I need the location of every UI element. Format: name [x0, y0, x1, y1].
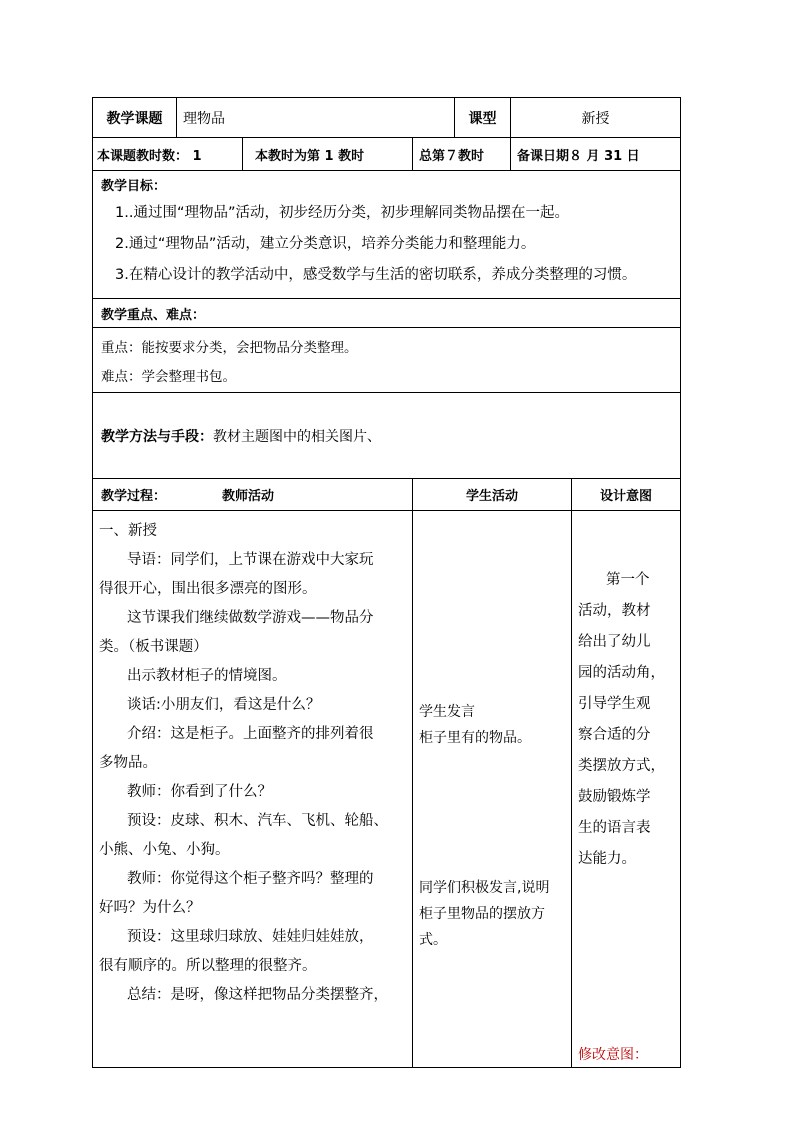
process-label: 教学过程：: [101, 489, 167, 504]
teacher-line: 总结：是呀，像这样把物品分类摆整齐，: [127, 987, 388, 1003]
design-line: 生的语言表: [578, 820, 651, 836]
methods-value: 教材主题图中的相关图片、: [213, 428, 381, 445]
key-points-label-row: [93, 299, 681, 328]
methods-label: 教学方法与手段：: [101, 428, 213, 445]
type-label: 课型: [455, 98, 511, 138]
teacher-line: 类。（板书课题）: [99, 639, 208, 655]
teacher-line: 多物品。: [99, 755, 157, 771]
methods-row: [93, 393, 681, 479]
design-line: 察合适的分: [578, 727, 651, 743]
teacher-line: 得很开心，围出很多漂亮的图形。: [99, 581, 317, 597]
lesson-plan-sheet: [92, 97, 680, 1068]
teacher-line: 导语：同学们，上节课在游戏中大家玩: [127, 552, 374, 568]
design-line: 鼓励锻炼学: [578, 789, 651, 805]
type-value: 新授: [511, 98, 681, 138]
focus-point: 重点：能按要求分类，会把物品分类整理。: [101, 340, 358, 356]
design-line: 达能力。: [578, 851, 637, 867]
topic-label: 教学课题: [93, 98, 177, 138]
key-points-cell: [93, 328, 681, 393]
teacher-line: 一、新授: [99, 523, 157, 539]
prep-date: 备课日期８ 月 31 日: [511, 138, 681, 171]
info-row: [93, 138, 681, 171]
teacher-line: 预设：这里球归球放、娃娃归娃娃放，: [127, 929, 374, 945]
student-line: 式。: [419, 932, 447, 948]
overall-hour: 总第７教时: [413, 138, 511, 171]
design-line: 活动，教材: [578, 603, 651, 619]
student-line: 柜子里有的物品。: [419, 730, 531, 746]
student-line: 同学们积极发言,说明: [419, 880, 550, 896]
teacher-col-header: 教师活动: [222, 489, 275, 504]
design-line: 类摆放方式，: [578, 758, 666, 774]
methods-cell: [93, 393, 681, 479]
process-header-left: [93, 479, 413, 511]
revise-intent-label: 修改意图：: [578, 1047, 649, 1063]
teacher-line: 出示教材柜子的情境图。: [127, 668, 287, 684]
design-intent-cell: [572, 511, 681, 1068]
key-points-row: [93, 328, 681, 393]
teacher-line: 好吗？为什么？: [99, 900, 201, 916]
header-row: [93, 98, 681, 138]
teacher-line: 教师：你觉得这个柜子整齐吗？整理的: [127, 871, 374, 887]
goals-cell: [93, 171, 681, 299]
goal-item: 3.在精心设计的教学活动中，感受数学与生活的密切联系，养成分类整理的习惯。: [115, 267, 637, 283]
teacher-line: 小熊、小兔、小狗。: [99, 842, 230, 858]
student-line: 学生发言: [419, 704, 475, 720]
teacher-line: 预设：皮球、积木、汽车、飞机、轮船、: [127, 813, 388, 829]
design-line: 第一个: [606, 572, 650, 588]
teacher-line: 很有顺序的。所以整理的很整齐。: [99, 958, 317, 974]
student-line: 柜子里物品的摆放方: [419, 906, 545, 922]
goal-item: 1..通过围“理物品”活动，初步经历分类，初步理解同类物品摆在一起。: [115, 205, 569, 221]
goals-row: [93, 171, 681, 299]
design-line: 给出了幼儿: [578, 634, 651, 650]
teacher-line: 介绍：这是柜子。上面整齐的排列着很: [127, 726, 374, 742]
student-activity-cell: [413, 511, 572, 1068]
this-hour: 本教时为第 1 教时: [243, 138, 413, 171]
process-header-row: [93, 479, 681, 511]
design-line: 引导学生观: [578, 696, 651, 712]
goal-item: 2.通过“理物品”活动，建立分类意识，培养分类能力和整理能力。: [115, 236, 536, 252]
teacher-line: 这节课我们继续做数学游戏——物品分: [127, 610, 374, 626]
lesson-plan-table: [92, 97, 681, 1068]
teacher-line: 教师：你看到了什么？: [127, 784, 272, 800]
student-col-header: 学生活动: [413, 479, 572, 511]
difficulty-point: 难点：学会整理书包。: [101, 369, 236, 385]
total-hours: 本课题教时数： 1: [93, 138, 243, 171]
key-points-label: 教学重点、难点：: [93, 299, 681, 328]
teacher-line: 谈话:小朋友们，看这是什么？: [127, 697, 321, 713]
goals-label: 教学目标：: [101, 179, 167, 194]
design-col-header: 设计意图: [572, 479, 681, 511]
design-line: 园的活动角，: [578, 665, 666, 681]
teacher-activity-cell: [93, 511, 413, 1068]
process-body-row: [93, 511, 681, 1068]
topic-value: 理物品: [177, 98, 455, 138]
